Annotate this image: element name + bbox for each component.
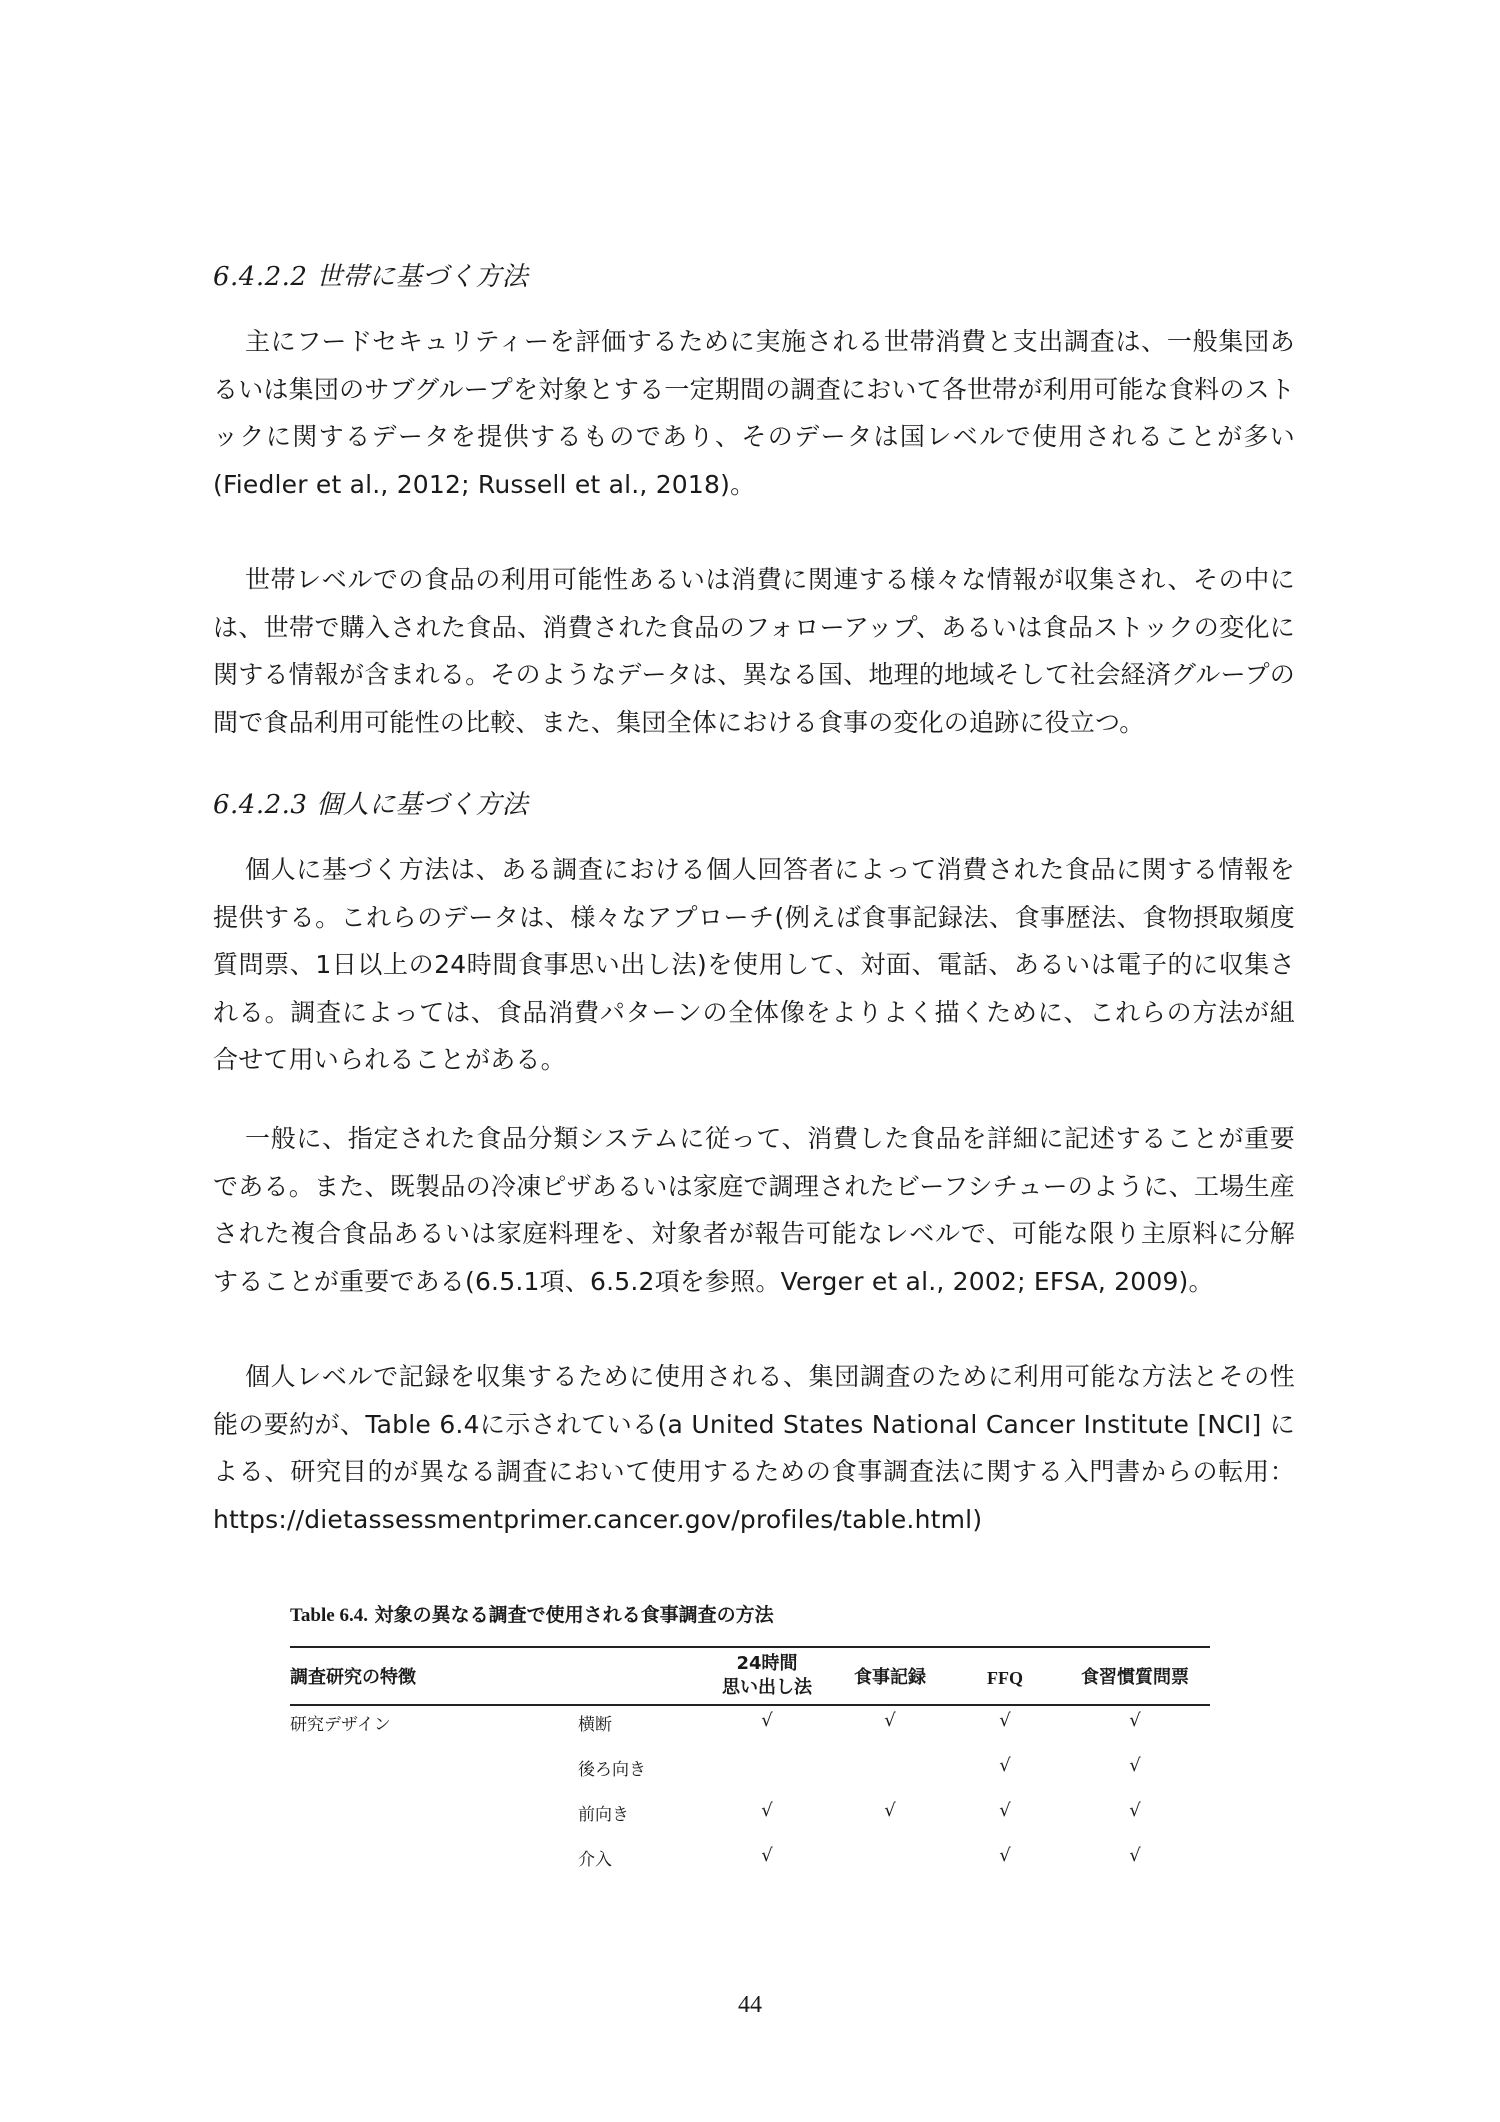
check-mark: √ xyxy=(1129,1800,1141,1821)
header-24h-recall-line1: 24時間 xyxy=(736,1653,798,1674)
paragraph-individual-2: 一般に、指定された食品分類システムに従って、消費した食品を詳細に記述することが重要である。また、既製品の冷凍ピザあるいは家庭で調理されたビーフシチューのように、工場生産された複合食品あるいは家庭料理を、対象者が報告可能なレベルで、可能な限り主原料に分解することが重要である(6.5.1項、6.5.2項を参照。Verger et al., 2002; EFSA, 2009)。 xyxy=(213,1124,1295,1296)
header-ffq: FFQ xyxy=(987,1668,1023,1688)
table-row-label: 後ろ向き xyxy=(578,1760,646,1780)
header-habit-questionnaire: 食習慣質問票 xyxy=(1081,1667,1189,1688)
paragraph-individual-3: 個人レベルで記録を収集するために使用される、集団調査のために利用可能な方法とその性能の要約が、Table 6.4に示されている(a United States National Cancer Institute [NCI] による、研究目的が異なる調査において使用するための食事調査法に関する入門書からの転用：https://dietassessmentprimer.cancer.gov/profiles/table.html) xyxy=(213,1362,1295,1534)
table-row-label: 横断 xyxy=(578,1715,612,1735)
table-caption-text: 対象の異なる調査で使用される食事調査の方法 xyxy=(374,1604,774,1626)
check-mark: √ xyxy=(761,1710,773,1731)
check-mark: √ xyxy=(761,1845,773,1866)
paragraph-individual-1: 個人に基づく方法は、ある調査における個人回答者によって消費された食品に関する情報を提供する。これらのデータは、様々なアプローチ(例えば食事記録法、食事歴法、食物摂取頻度質問票、1日以上の24時間食事思い出し法)を使用して、対面、電話、あるいは電子的に収集される。調査によっては、食品消費パターンの全体像をよりよく描くために、これらの方法が組合せて用いられることがある。 xyxy=(213,855,1295,1074)
section-heading-individual: 6.4.2.3 個人に基づく方法 xyxy=(213,790,529,820)
table-row-label: 前向き xyxy=(578,1805,629,1825)
check-mark: √ xyxy=(884,1710,896,1731)
check-mark: √ xyxy=(999,1755,1011,1776)
paragraph-household-2: 世帯レベルでの食品の利用可能性あるいは消費に関連する様々な情報が収集され、その中には、世帯で購入された食品、消費された食品のフォローアップ、あるいは食品ストックの変化に関する情報が含まれる。そのようなデータは、異なる国、地理的地域そして社会経済グループの間で食品利用可能性の比較、また、集団全体における食事の変化の追跡に役立つ。 xyxy=(213,565,1295,737)
header-food-record: 食事記録 xyxy=(854,1667,926,1688)
header-24h-recall-line2: 思い出し法 xyxy=(722,1677,812,1698)
table-row-label: 介入 xyxy=(578,1850,612,1870)
header-24h-recall xyxy=(712,1652,822,1700)
check-mark: √ xyxy=(884,1800,896,1821)
row-group-label: 研究デザイン xyxy=(290,1715,391,1735)
table-caption xyxy=(290,1600,774,1627)
page-number: 44 xyxy=(738,1992,762,2018)
check-mark: √ xyxy=(999,1710,1011,1731)
check-mark: √ xyxy=(761,1800,773,1821)
check-mark: √ xyxy=(999,1845,1011,1866)
table-caption-number: Table 6.4. xyxy=(290,1605,368,1626)
table-header-rule xyxy=(290,1704,1210,1706)
paragraph-household-1: 主にフードセキュリティーを評価するために実施される世帯消費と支出調査は、一般集団あるいは集団のサブグループを対象とする一定期間の調査において各世帯が利用可能な食料のストックに関するデータを提供するものであり、そのデータは国レベルで使用されることが多い(Fiedler et al., 2012; Russell et al., 2018)。 xyxy=(213,327,1295,499)
table-top-rule xyxy=(290,1646,1210,1648)
section-heading-household: 6.4.2.2 世帯に基づく方法 xyxy=(213,262,529,292)
header-feature: 調査研究の特徴 xyxy=(290,1667,416,1688)
check-mark: √ xyxy=(999,1800,1011,1821)
check-mark: √ xyxy=(1129,1845,1141,1866)
check-mark: √ xyxy=(1129,1755,1141,1776)
check-mark: √ xyxy=(1129,1710,1141,1731)
